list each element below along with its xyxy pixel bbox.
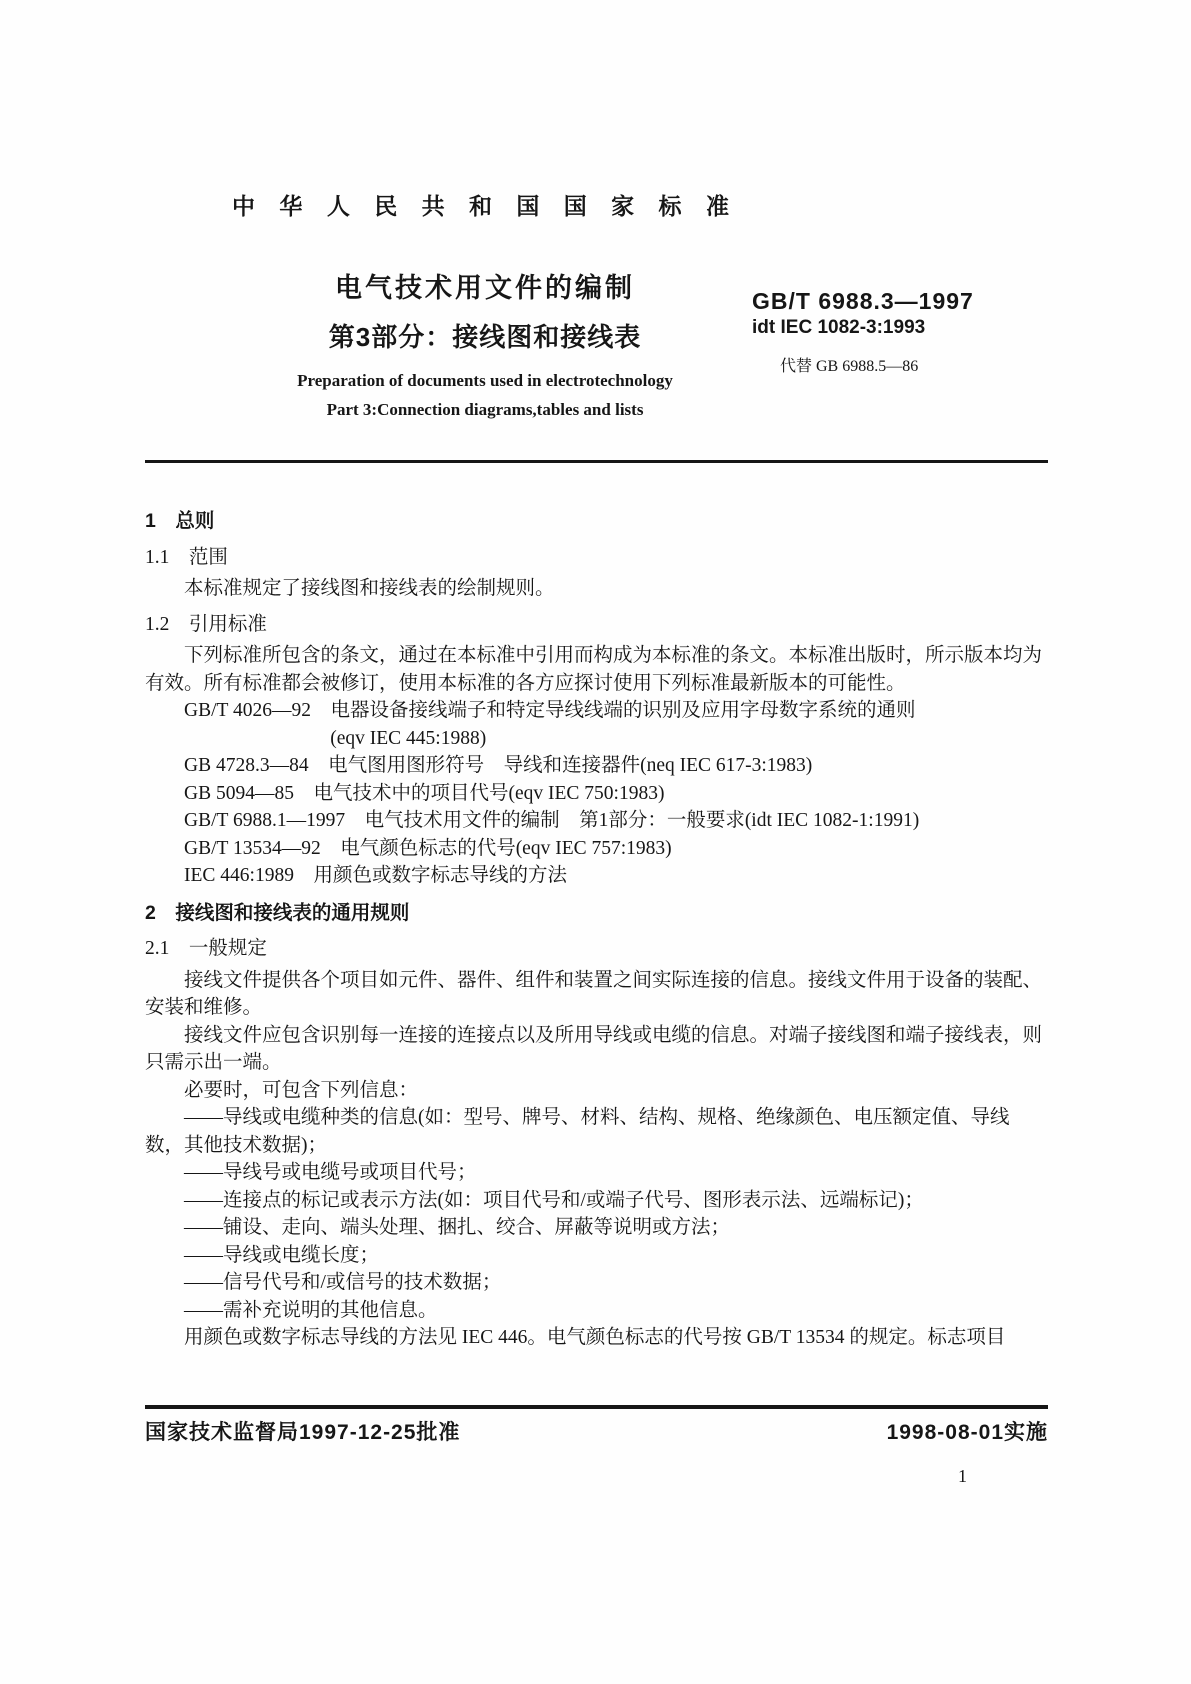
- subsection-heading: 2.1 一般规定: [145, 938, 267, 959]
- subsection-heading: 1.1 范围: [145, 546, 228, 568]
- approval-text: 国家技术监督局1997-12-25批准: [145, 1421, 461, 1444]
- reference-item-sub: (eqv IEC 445:1988): [330, 727, 487, 749]
- paragraph: 接线文件应包含识别每一连接的连接点以及所用导线或电缆的信息。对端子接线图和端子接线表，则只需示出一端。: [145, 1024, 1043, 1073]
- reference-item: IEC 446:1989 用颜色或数字标志导线的方法: [184, 865, 567, 886]
- idt-reference: idt IEC 1082-3:1993: [752, 317, 926, 338]
- standard-type-label: 中 华 人 民 共 和 国 国 家 标 准: [232, 193, 738, 219]
- document-title-en: [145, 366, 825, 424]
- page-number: 1: [958, 1466, 967, 1486]
- list-item: ——铺设、走向、端头处理、捆扎、绞合、屏蔽等说明或方法；: [184, 1217, 731, 1238]
- implementation-text: 1998-08-01实施: [886, 1421, 1048, 1444]
- footer-divider: [145, 1405, 1048, 1409]
- document-title-zh-line1: 电气技术用文件的编制: [335, 273, 635, 303]
- paragraph: 本标准规定了接线图和接线表的绘制规则。: [184, 578, 555, 599]
- section-heading: 2 接线图和接线表的通用规则: [145, 901, 410, 924]
- document-title-block: [145, 266, 825, 354]
- paragraph: 必要时，可包含下列信息：: [184, 1079, 419, 1101]
- document-body: [145, 498, 1048, 1352]
- reference-item: GB/T 6988.1—1997 电气技术用文件的编制 第1部分：一般要求(idt IEC 1082-1:1991): [184, 810, 920, 831]
- list-item: ——连接点的标记或表示方法(如：项目代号和/或端子代号、图形表示法、远端标记)；: [184, 1189, 924, 1211]
- reference-item: GB/T 13534—92 电气颜色标志的代号(eqv IEC 757:1983): [184, 837, 672, 859]
- list-item: ——导线或电缆种类的信息(如：型号、牌号、材料、结构、规格、绝缘颜色、电压额定值、导线数，其他技术数据)；: [145, 1107, 1010, 1156]
- paragraph: 用颜色或数字标志导线的方法见 IEC 446。电气颜色标志的代号按 GB/T 13534 的规定。标志项目: [184, 1327, 1006, 1348]
- list-item: ——导线或电缆长度；: [184, 1244, 380, 1266]
- header-divider: [145, 460, 1048, 463]
- document-title-en-line1: Preparation of documents used in electrotechnology: [297, 371, 673, 390]
- paragraph: 下列标准所包含的条文，通过在本标准中引用而构成为本标准的条文。本标准出版时，所示版本均为有效。所有标准都会被修订，使用本标准的各方应探讨使用下列标准最新版本的可能性。: [145, 645, 1043, 694]
- superseded-standard: 代替 GB 6988.5—86: [780, 358, 919, 375]
- reference-item: GB 4728.3—84 电气图用图形符号 导线和连接器件(neq IEC 617-3:1983): [184, 755, 813, 776]
- document-title-en-line2: Part 3:Connection diagrams,tables and lists: [326, 400, 644, 419]
- section-heading: 1 总则: [145, 510, 215, 532]
- list-item: ——信号代号和/或信号的技术数据；: [184, 1272, 502, 1293]
- reference-item: GB 5094—85 电气技术中的项目代号(eqv IEC 750:1983): [184, 782, 665, 804]
- paragraph: 接线文件提供各个项目如元件、器件、组件和装置之间实际连接的信息。接线文件用于设备的装配、安装和维修。: [145, 969, 1043, 1018]
- footer: [145, 1416, 1048, 1446]
- list-item: ——导线号或电缆号或项目代号；: [184, 1162, 477, 1183]
- standard-number-block: [752, 288, 1052, 376]
- subsection-heading: 1.2 引用标准: [145, 613, 267, 635]
- standard-number: GB/T 6988.3—1997: [752, 288, 974, 314]
- reference-item: GB/T 4026—92 电器设备接线端子和特定导线线端的识别及应用字母数字系统的通则: [184, 700, 916, 721]
- document-title-zh-line2: 第3部分：接线图和接线表: [328, 322, 642, 352]
- list-item: ——需补充说明的其他信息。: [184, 1299, 438, 1321]
